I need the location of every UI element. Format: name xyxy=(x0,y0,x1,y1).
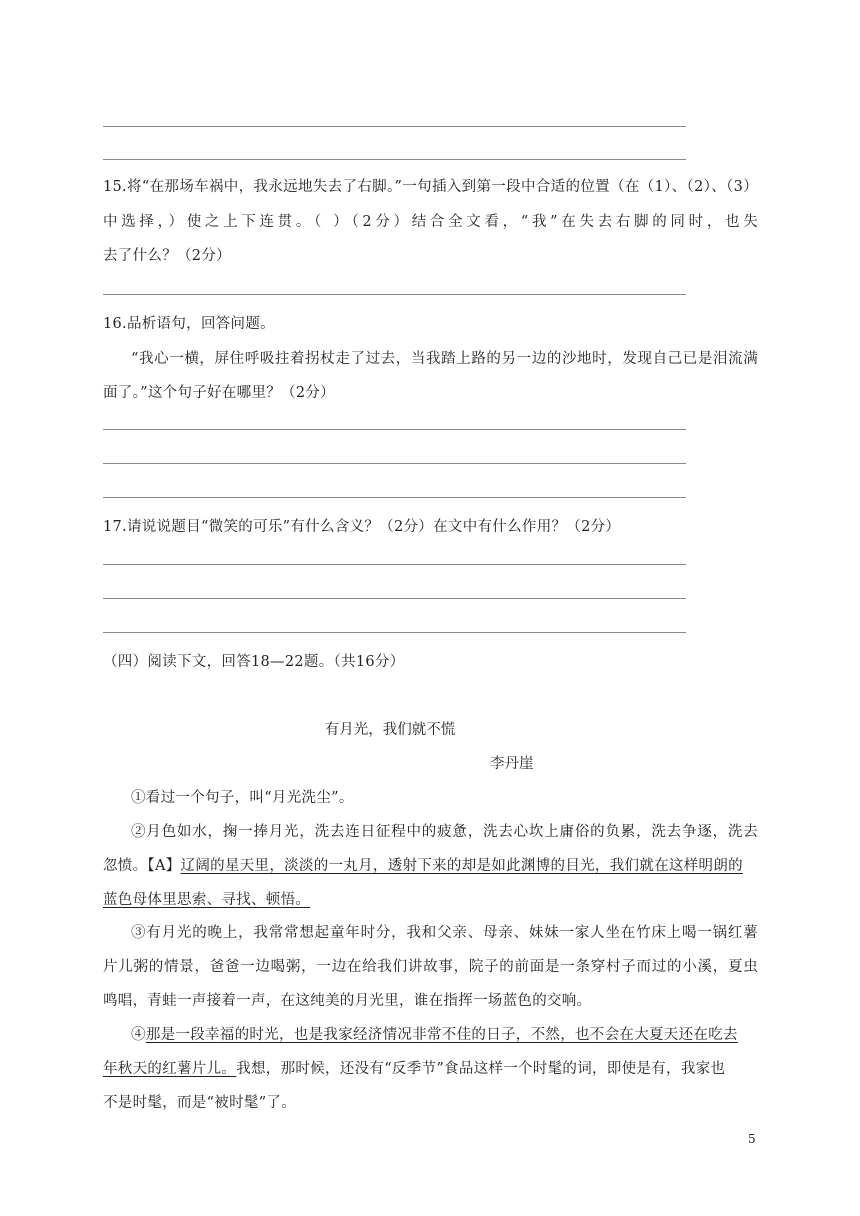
answer-line xyxy=(103,159,686,160)
paragraph-1: ①看过一个句子，叫“月光洗尘”。 xyxy=(131,790,354,806)
paragraph-4-number: ④ xyxy=(131,1027,146,1043)
answer-line xyxy=(103,497,686,498)
underlined-sentence-a-end: 蓝色母体里思索、寻找、顿悟。 xyxy=(103,892,311,908)
answer-line xyxy=(103,564,686,565)
paragraph-4-line-2 xyxy=(103,1059,758,1079)
q16-quote-line-1: “我心一横，屏住呼吸拄着拐杖走了过去，当我踏上路的另一边的沙地时，发现自己已是泪流满 xyxy=(131,351,758,367)
q15-line-2: 中选择，）使之上下连贯。（ ）（2分）结合全文看，“我”在失去右脚的同时，也失 xyxy=(103,214,758,230)
q16-heading: 16.品析语句，回答问题。 xyxy=(103,316,275,332)
q15-line-3: 去了什么？（2分） xyxy=(103,248,231,264)
paragraph-3-line-1: ③有月光的晚上，我常常想起童年时分，我和父亲、母亲、妹妹一家人坐在竹床上喝一锅红薯 xyxy=(131,925,758,941)
answer-line xyxy=(103,463,686,464)
answer-line xyxy=(103,598,686,599)
paragraph-3-line-2: 片儿粥的情景，爸爸一边喝粥，一边在给我们讲故事，院子的前面是一条穿村子而过的小溪，夏虫 xyxy=(103,959,758,975)
answer-line xyxy=(103,429,686,430)
paragraph-2-line-3 xyxy=(103,890,758,910)
page-number: 5 xyxy=(748,1132,756,1146)
article-author: 李丹崖 xyxy=(490,756,534,772)
article-title: 有月光，我们就不慌 xyxy=(324,722,456,738)
paragraph-2-marker-a: 忽愤。【A】 xyxy=(103,858,181,874)
q16-quote-line-2: 面了。”这个句子好在哪里？（2分） xyxy=(103,385,335,401)
underlined-sentence-b-end: 年秋天的红薯片儿。 xyxy=(103,1061,237,1077)
paragraph-3-line-3: 鸣唱，青蛙一声接着一声，在这纯美的月光里，谁在指挥一场蓝色的交响。 xyxy=(103,993,592,1009)
underlined-sentence-b: 那是一段幸福的时光，也是我家经济情况非常不佳的日子，不然，也不会在大夏天还在吃去 xyxy=(145,1027,738,1043)
section-4-heading: （四）阅读下文，回答18—22题。（共16分） xyxy=(103,654,405,670)
paragraph-2-line-2 xyxy=(103,856,758,876)
q17-text: 17.请说说题目“微笑的可乐”有什么含义？（2分）在文中有什么作用？（2分） xyxy=(103,519,621,535)
paragraph-4-line-1 xyxy=(131,1025,758,1045)
answer-line xyxy=(103,632,686,633)
answer-line xyxy=(103,294,686,295)
paragraph-2-line-1: ②月色如水，掬一捧月光，洗去连日征程中的疲惫，洗去心坎上庸俗的负累，洗去争逐，洗去 xyxy=(131,824,758,840)
paragraph-4-line-3: 不是时髦，而是“被时髦”了。 xyxy=(103,1095,297,1111)
underlined-sentence-a: 辽阔的星天里，淡淡的一丸月，透射下来的却是如此渊博的目光，我们就在这样明朗的 xyxy=(180,858,743,874)
answer-line xyxy=(103,126,686,127)
q15-line-1: 15.将“在那场车祸中，我永远地失去了右脚。”一句插入到第一段中合适的位置（在（1）、（2）、（3） xyxy=(103,179,758,195)
paragraph-4-line-2-rest: 我想，那时候，还没有“反季节”食品这样一个时髦的词，即使是有，我家也 xyxy=(236,1061,726,1077)
